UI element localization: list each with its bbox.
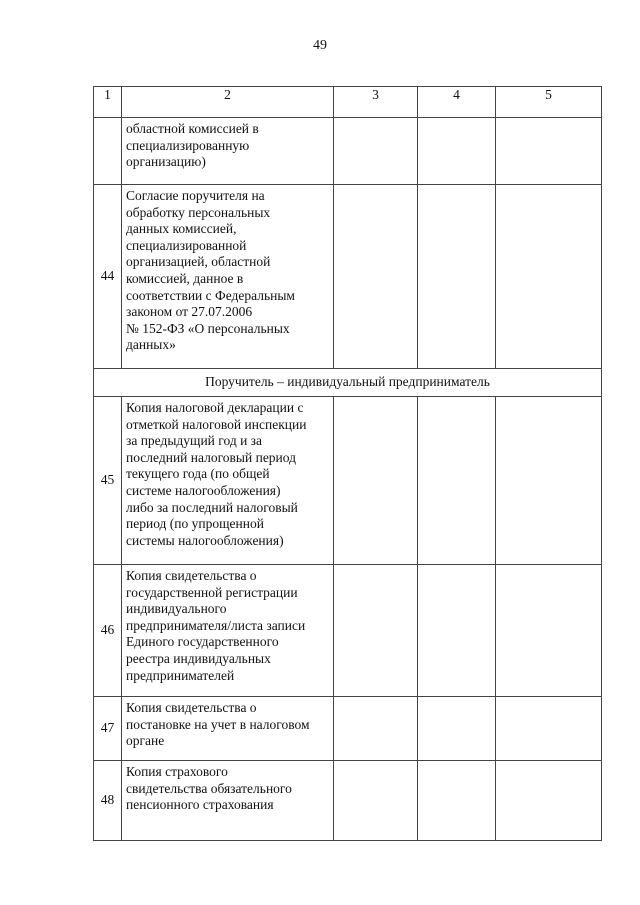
- cell-col4: [418, 118, 496, 185]
- document-description-text: Копия свидетельства о постановке на учет в налоговом органе: [126, 700, 310, 749]
- document-description-text: областной комиссией в специализированную организацию): [126, 121, 259, 170]
- cell-col3: [334, 697, 418, 761]
- document-description-text: Копия свидетельства о государственной регистрации индивидуального предпринимателя/листа записи Единого государственного реестра индивидуальных предпринимателей: [126, 568, 306, 683]
- document-description-text: Копия налоговой декларации с отметкой налоговой инспекции за предыдущий год и за последний налоговый период текущего года (по общей системе налогообложения) либо за последний налоговый период (по упрощенной системы налогообложения): [126, 400, 307, 548]
- cell-col5: [496, 565, 602, 697]
- section-heading: Поручитель – индивидуальный предприниматель: [94, 369, 602, 397]
- row-number: 45: [94, 397, 122, 565]
- page-number: 49: [313, 38, 327, 53]
- cell-col3: [334, 761, 418, 841]
- cell-col3: [334, 565, 418, 697]
- cell-col5: [496, 397, 602, 565]
- cell-col4: [418, 565, 496, 697]
- section-row: [94, 369, 602, 397]
- cell-col5: [496, 761, 602, 841]
- column-header: 5: [496, 87, 602, 118]
- column-header: 4: [418, 87, 496, 118]
- cell-col5: [496, 697, 602, 761]
- table-row: [94, 185, 602, 369]
- table-row: [94, 118, 602, 185]
- cell-col3: [334, 397, 418, 565]
- document-description: [122, 697, 334, 761]
- table-row: [94, 565, 602, 697]
- cell-col3: [334, 185, 418, 369]
- table-header-row: [94, 87, 602, 118]
- document-description-text: Копия страхового свидетельства обязательного пенсионного страхования: [126, 764, 292, 813]
- column-header: 3: [334, 87, 418, 118]
- cell-col4: [418, 761, 496, 841]
- column-header: 1: [94, 87, 122, 118]
- document-description: [122, 185, 334, 369]
- documents-table: [93, 86, 602, 841]
- document-description: [122, 761, 334, 841]
- row-number: 46: [94, 565, 122, 697]
- row-number: 44: [94, 185, 122, 369]
- document-description: [122, 397, 334, 565]
- cell-col4: [418, 697, 496, 761]
- document-description: [122, 565, 334, 697]
- cell-col5: [496, 118, 602, 185]
- table-row: [94, 397, 602, 565]
- document-description: [122, 118, 334, 185]
- cell-col5: [496, 185, 602, 369]
- table-row: [94, 761, 602, 841]
- cell-col3: [334, 118, 418, 185]
- row-number: 47: [94, 697, 122, 761]
- cell-col4: [418, 397, 496, 565]
- row-number: 48: [94, 761, 122, 841]
- row-number: [94, 118, 122, 185]
- table-row: [94, 697, 602, 761]
- cell-col4: [418, 185, 496, 369]
- document-description-text: Согласие поручителя на обработку персональных данных комиссией, специализированной организацией, областной комиссией, данное в соответствии с Федеральным законом от 27.07.2006 № 152-ФЗ «О персональных данных»: [126, 188, 295, 353]
- column-header: 2: [122, 87, 334, 118]
